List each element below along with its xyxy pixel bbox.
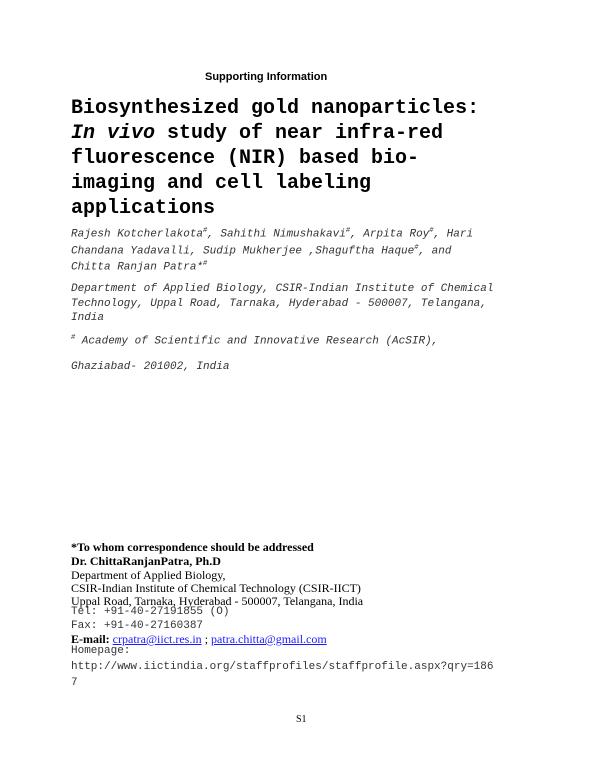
correspondence-fax: Fax: +91-40-27160387 (71, 620, 204, 632)
author-conjunction: , and (418, 245, 452, 258)
title-line-5: applications (71, 197, 216, 220)
affiliation-line-2: Technology, Uppal Road, Tarnaka, Hyderabad - 500007, Telangana, (71, 298, 487, 310)
title-line-3: fluorescence (NIR) based bio- (71, 147, 420, 170)
author-name: Chitta Ranjan Patra* (71, 261, 204, 274)
title-line-4: imaging and cell labeling (71, 172, 372, 195)
email-link-2[interactable]: patra.chitta@gmail.com (211, 632, 327, 646)
author-mark: # (203, 227, 208, 235)
title-line-2 (71, 121, 443, 146)
correspondence-heading: *To whom correspondence should be addressed (71, 540, 314, 554)
homepage-label: Homepage: (71, 645, 131, 657)
authors-line-3 (71, 260, 207, 274)
homepage-url-line-2[interactable]: 7 (71, 677, 78, 689)
email-separator: ; (201, 632, 212, 646)
acsir-text: Academy of Scientific and Innovative Research (AcSIR), (75, 335, 439, 348)
title-in-vivo: In vivo (71, 122, 156, 145)
author-mark: # (429, 227, 434, 235)
title-line-1: Biosynthesized gold nanoparticles: (71, 97, 480, 120)
homepage-url-line-1[interactable]: http://www.iictindia.org/staffprofiles/staffprofile.aspx?qry=186 (71, 661, 494, 673)
authors-line-1 (71, 227, 473, 241)
author-name: , Sahithi Nimushakavi (207, 228, 346, 241)
author-names: Chandana Yadavalli, Sudip Mukherjee ,Shaguftha Haque (71, 245, 415, 258)
email-label: E-mail: (71, 632, 113, 646)
author-mark: # (345, 227, 351, 235)
supporting-information-label: Supporting Information (205, 71, 328, 83)
title-line-2-rest: study of near infra-red (155, 122, 444, 145)
correspondence-dept: Department of Applied Biology, (71, 568, 226, 582)
correspondence-institute: CSIR-Indian Institute of Chemical Technology (CSIR-IICT) (71, 581, 361, 595)
affiliation-line-1: Department of Applied Biology, CSIR-Indian Institute of Chemical (71, 283, 494, 295)
correspondence-address: Uppal Road, Tarnaka, Hyderabad - 500007, Telangana, India (71, 594, 364, 608)
author-name: , Hari (433, 228, 474, 241)
page-number: S1 (296, 714, 307, 725)
author-name: Rajesh Kotcherlakota (71, 228, 204, 241)
authors-line-2 (71, 244, 451, 258)
correspondence-tel: Tel: +91-40-27191855 (O) (71, 606, 230, 618)
author-name: , Arpita Roy (350, 228, 430, 241)
email-link-1[interactable]: crpatra@iict.res.in (112, 632, 202, 646)
author-mark: # (203, 260, 208, 268)
ghaziabad-line: Ghaziabad- 201002, India (71, 361, 230, 373)
correspondence-name: Dr. ChittaRanjanPatra, Ph.D (71, 554, 221, 568)
author-mark: # (414, 244, 419, 252)
acsir-affiliation (71, 334, 438, 348)
affiliation-line-3: India (71, 312, 105, 324)
acsir-mark: # (71, 334, 76, 342)
